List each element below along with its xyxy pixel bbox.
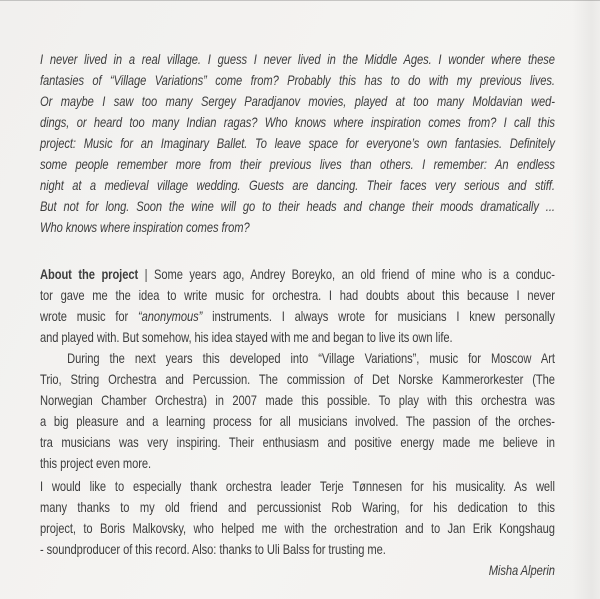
text-line: project, to Boris Malkovsky, who helped me with the orchestration and to Jan Erik Kongshaug (40, 520, 555, 536)
text-line: But not for long. Soon the wine will go to their heads and change their moods dramatically ... (40, 198, 555, 214)
text-line: a big pleasure and a learning process for all musicians involved. The passion of the orches- (40, 413, 555, 429)
text-line: fantasies of “Village Variations” come from? Probably this has to do with my previous lives. (40, 72, 555, 88)
signature: Misha Alperin (488, 562, 555, 578)
text-line: About the project | Some years ago, Andrey Boreyko, an old friend of mine who is a conduc- (40, 266, 555, 282)
text-block (40, 49, 555, 581)
scan-right-shadow (572, 0, 600, 599)
thanks-paragraph (40, 476, 555, 560)
text-line: Trio, String Orchestra and Percussion. The commission of Det Norske Kammerorkester (The (40, 371, 555, 387)
text-line: night at a medieval village wedding. Guests are dancing. Their faces very serious and stiff. (40, 177, 555, 193)
text-line: Who knows where inspiration comes from? (40, 219, 250, 235)
text-line: During the next years this developed into “Village Variations”, music for Moscow Art (67, 350, 555, 366)
text-line: wrote music for “anonymous” instruments. I always wrote for musicians I knew personally (40, 308, 555, 324)
intro-quote-paragraph (40, 49, 555, 238)
text-line: Or maybe I saw too many Sergey Paradjanov movies, played at too many Moldavian wed- (40, 93, 555, 109)
text-line: I would like to especially thank orchestra leader Terje Tønnesen for his musicality. As well (40, 478, 555, 494)
text-line: many thanks to my old friend and percussionist Rob Waring, for his dedication to this (40, 499, 555, 515)
text-line: dings, or heard too many Indian ragas? Who knows where inspiration comes from? I call this (40, 114, 555, 130)
text-line: some people remember more from their previous lives than others. I remember: An endless (40, 156, 555, 172)
text-line: I never lived in a real village. I guess I never lived in the Middle Ages. I wonder where these (40, 51, 555, 67)
text-line: this project even more. (40, 455, 152, 471)
text-line: - soundproducer of this record. Also: thanks to Uli Balss for trusting me. (40, 541, 386, 557)
text-line: and played with. But somehow, his idea stayed with me and began to live its own life. (40, 329, 453, 345)
scan-top-edge (0, 0, 600, 1)
text-line: project: Music for an Imaginary Ballet. To leave space for everyone’s own fantasies. Definitely (40, 135, 555, 151)
about-project-paragraph (40, 264, 555, 348)
village-variations-paragraph (40, 348, 555, 474)
text-line: tor gave me the idea to write music for orchestra. I had doubts about this because I never (40, 287, 555, 303)
text-line: tra musicians was very inspiring. Their enthusiasm and positive energy made me believe in (40, 434, 555, 450)
text-line: Norwegian Chamber Orchestra) in 2007 made this possible. To play with this orchestra was (40, 392, 555, 408)
